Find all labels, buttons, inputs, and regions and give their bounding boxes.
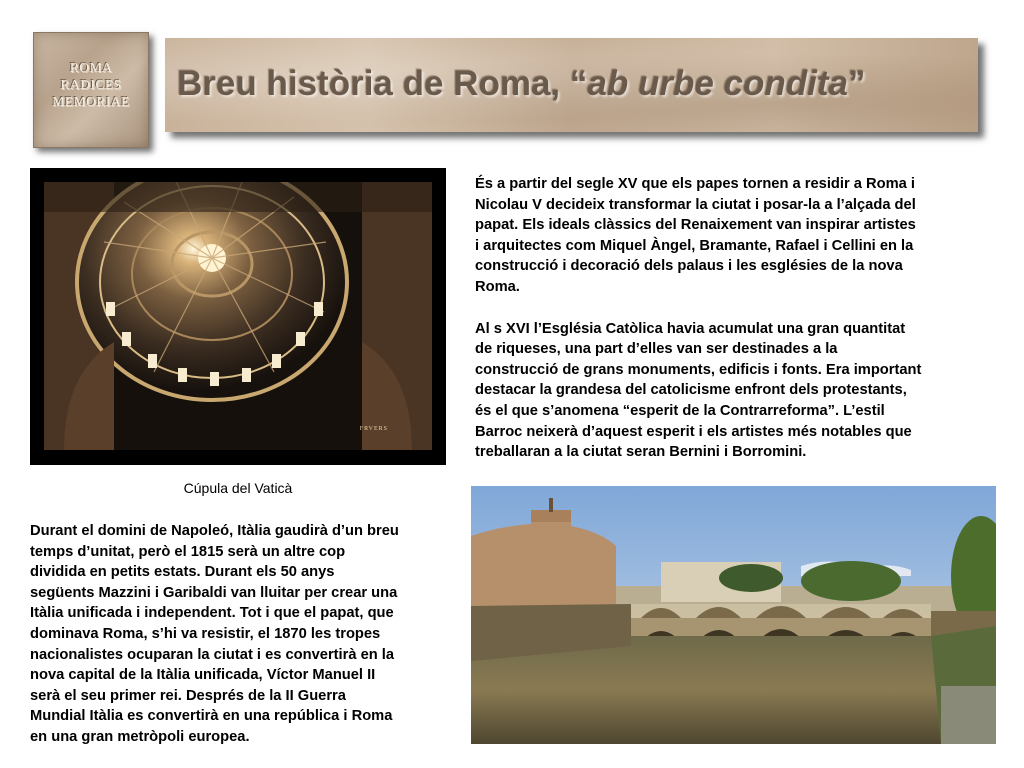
castel-sant-angelo-bridge-photo	[471, 486, 996, 744]
photo-credit: FRVERS	[359, 426, 388, 432]
roma-radices-memoriae-logo	[33, 32, 149, 148]
title-banner	[165, 38, 978, 132]
logo-line-3: MEMORIAE	[52, 94, 130, 109]
paragraph-unification: Durant el domini de Napoleó, Itàlia gaudirà d’un breu temps d’unitat, però el 1815 serà un altre cop dividida en petits estats. Durant els 50 anys següents Mazzini i Garibaldi van lluitar per crear una Itàlia unificada i independent. Tot i que el papat, que dominava Roma, s’hi va resistir, el 1870 les tropes nacionalistes ocuparan la ciutat i es convertirà en la nova capital de la Itàlia unificada, Víctor Manuel II serà el seu primer rei. Després de la II Guerra Mundial Itàlia es convertirà en una república i Roma en una gran metròpoli europea.	[30, 523, 399, 745]
dome-photo-frame	[30, 168, 446, 465]
paragraph-renaissance: És a partir del segle XV que els papes tornen a residir a Roma i Nicolau V decideix transformar la ciutat i posar-la a l’alçada del papat. Els ideals clàssics del Renaixement van inspirar artistes i arquitectes com Miquel Àngel, Bramante, Rafael i Cellini en la construcció i decoració dels palaus i les esglésies de la nova Roma.	[475, 176, 916, 295]
dome-caption: Cúpula del Vaticà	[183, 480, 293, 496]
title-suffix: ”	[847, 64, 866, 103]
page-title	[177, 64, 865, 104]
logo-line-1: ROMA	[69, 60, 113, 75]
vatican-dome-photo	[44, 182, 432, 450]
logo-text	[34, 59, 148, 110]
paragraph-counter-reformation: Al s XVI l’Església Catòlica havia acumulat una gran quantitat de riqueses, una part d’elles van ser destinades a la construcció de grans monuments, edificis i fonts. Era important destacar la grandesa del catolicisme enfront dels protestants, és el que s’anomena “esperit de la Contrarreforma”. L’estil Barroc neixerà d’aquest esperit i els artistes més notables que treballaran a la ciutat seran Bernini i Borromini.	[475, 320, 922, 461]
logo-line-2: RADICES	[60, 77, 122, 92]
title-italic: ab urbe condita	[587, 64, 848, 103]
title-prefix: Breu història de Roma, “	[177, 64, 588, 103]
text-column-right	[475, 174, 995, 484]
